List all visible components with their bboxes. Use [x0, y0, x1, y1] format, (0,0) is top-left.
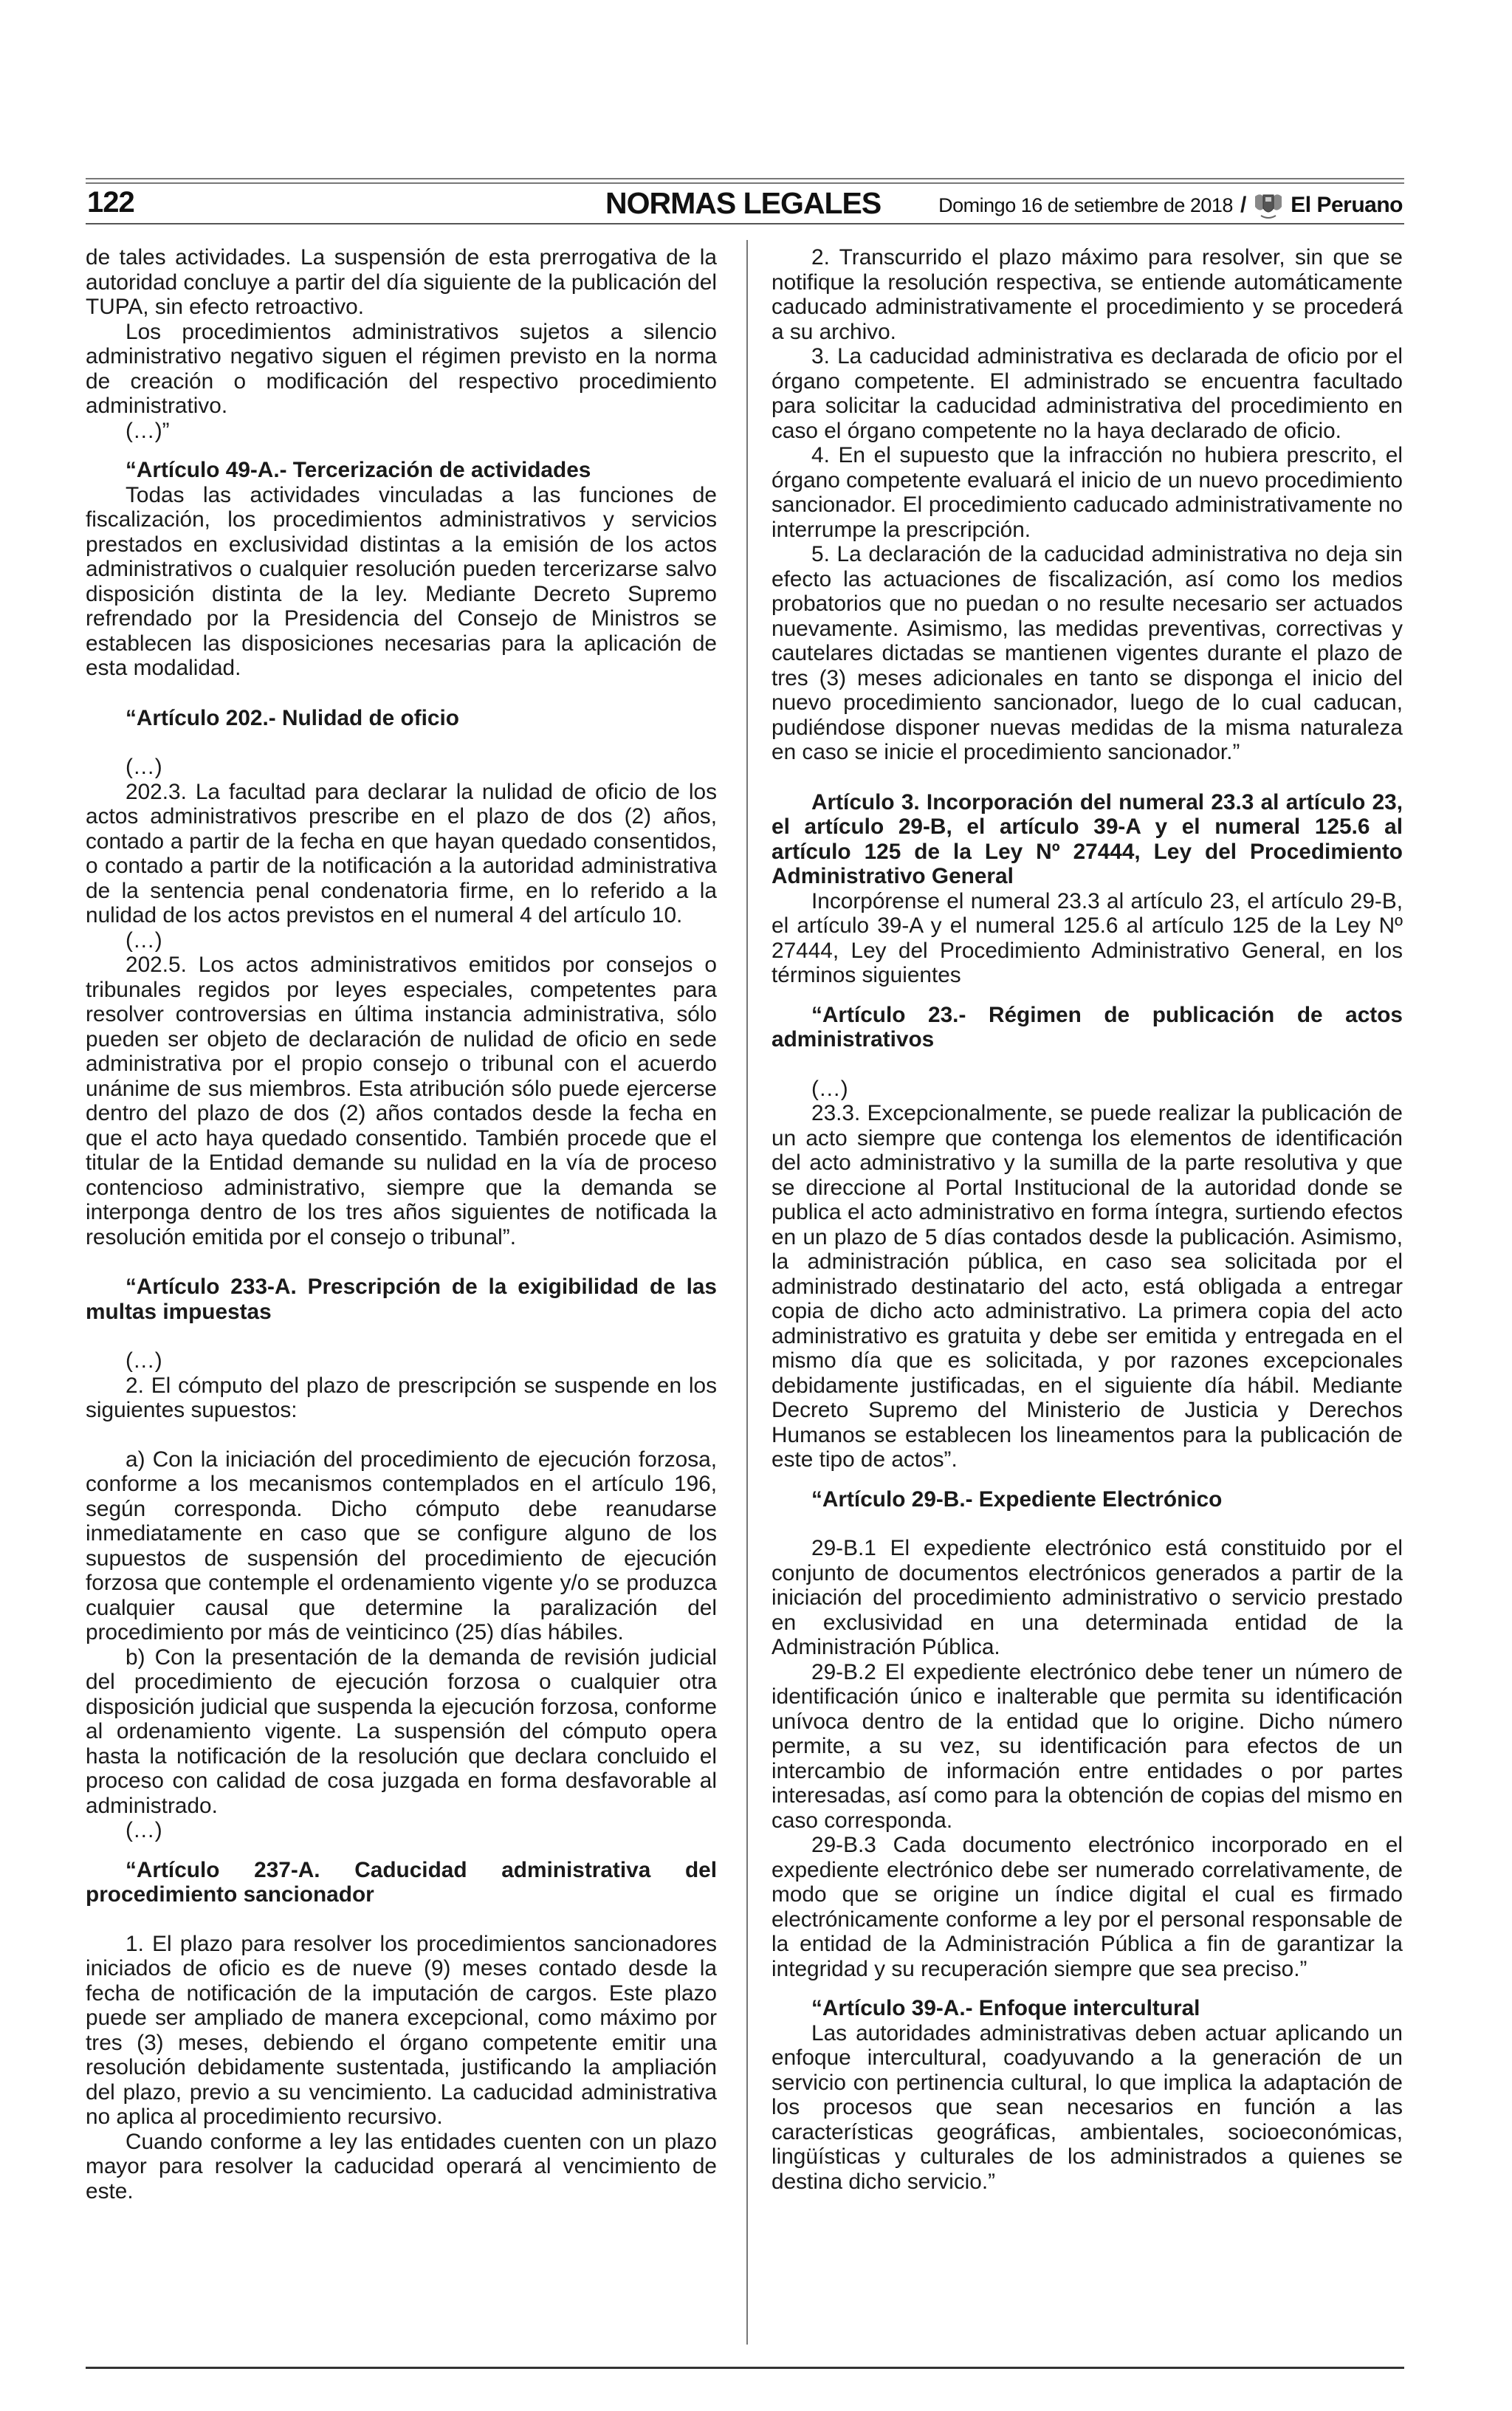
article-heading: “Artículo 49-A.- Tercerización de actividades: [126, 458, 591, 482]
article-heading: “Artículo 29-B.- Expediente Electrónico: [811, 1486, 1223, 1512]
paragraph: (…): [126, 1348, 162, 1373]
paragraph: (…): [126, 755, 162, 779]
header-separator: /: [1240, 193, 1247, 217]
article-heading: “Artículo 39-A.- Enfoque intercultural: [811, 1996, 1200, 2020]
header-rule-bottom: [86, 223, 1404, 224]
section-title: NORMAS LEGALES: [605, 186, 882, 220]
article-heading: “Artículo 233-A. Prescripción de la exigibilidad de las multas impuestas: [86, 1275, 717, 1324]
paragraph: Los procedimientos administrativos sujetos a silencio administrativo negativo siguen el régimen previsto en la norma de creación o modificación del respectivo procedimiento administrativo.: [86, 319, 717, 418]
paragraph: 5. La declaración de la caducidad administrativa no deja sin efecto las actuaciones de fiscalización, así como los medios probatorios que no puedan o no resulte necesario ser actuados nuevamente. Asimismo, las medidas preventivas, correctivas y cautelares dictadas se mantienen vigentes durante el plazo de tres (3) meses adicionales en tanto se disponga el inicio del nuevo procedimiento sancionador, luego de lo cual caducan, pudiéndose disponer nuevas medidas de la misma naturaleza en caso se inicie el procedimiento sancionador.”: [772, 542, 1403, 764]
article-heading: “Artículo 202.- Nulidad de oficio: [126, 705, 459, 730]
paragraph: 2. Transcurrido el plazo máximo para resolver, sin que se notifique la resolución respectiva, se entiende automáticamente caducado administrativamente el procedimiento y se procederá a su archivo.: [772, 245, 1403, 344]
paragraph: de tales actividades. La suspensión de esta prerrogativa de la autoridad concluye a partir del día siguiente de la publicación del TUPA, sin efecto retroactivo.: [86, 245, 717, 319]
article-heading: “Artículo 23.- Régimen de publicación de actos administrativos: [772, 1002, 1403, 1052]
paragraph: (…): [811, 1076, 848, 1101]
header-rule-top: [86, 178, 1404, 179]
paragraph: (…): [126, 1818, 162, 1842]
header-dateline: [938, 191, 1403, 220]
right-column: [772, 245, 1403, 2357]
paragraph: 3. La caducidad administrativa es declarada de oficio por el órgano competente. El administrado se encuentra facultado para solicitar la caducidad administrativa del procedimiento en caso el órgano competente no la haya declarado de oficio.: [772, 344, 1403, 443]
footer-rule: [86, 2367, 1404, 2369]
paragraph: 202.5. Los actos administrativos emitidos por consejos o tribunales regidos por leyes especiales, competentes para resolver controversias en última instancia administrativa, sólo pueden ser objeto de declaración de nulidad de oficio en sede administrativa por el propio consejo o tribunal con el acuerdo unánime de sus miembros. Esta atribución sólo puede ejercerse dentro del plazo de dos (2) años contados desde la fecha en que el acto haya quedado consentido. También procede que el titular de la Entidad demande su nulidad en la vía de proceso contencioso administrativo, siempre que la demanda se interponga dentro de los tres años siguientes de notificada la resolución emitida por el consejo o tribunal”.: [86, 953, 717, 1249]
paragraph: Cuando conforme a ley las entidades cuenten con un plazo mayor para resolver la caducidad operará al vencimiento de este.: [86, 2129, 717, 2203]
newspaper-name: El Peruano: [1291, 193, 1403, 217]
paragraph: b) Con la presentación de la demanda de revisión judicial del procedimiento de ejecución forzosa o cualquier otra disposición judicial que suspenda la ejecución forzosa, conforme al ordenamiento vigente. La suspensión del cómputo opera hasta la notificación de la resolución que declara concluido el proceso con calidad de cosa juzgada en forma desfavorable al administrado.: [86, 1645, 717, 1818]
paragraph: Todas las actividades vinculadas a las funciones de fiscalización, los procedimientos administrativos y servicios prestados en exclusividad distintas a la emisión de los actos administrativos o cualquier resolución pueden tercerizarse salvo disposición distinta de la ley. Mediante Decreto Supremo refrendado por la Presidencia del Consejo de Ministros se establecen las disposiciones necesarias para la aplicación de esta modalidad.: [86, 482, 717, 680]
paragraph: Las autoridades administrativas deben actuar aplicando un enfoque intercultural, coadyuvando a la generación de un servicio con pertinencia cultural, lo que implica la adaptación de los procesos que sean necesarios en función a las características geográficas, ambientales, socioeconómicas, lingüísticas y culturales de los administrados a quienes se destina dicho servicio.”: [772, 2020, 1403, 2194]
paragraph: Incorpórense el numeral 23.3 al artículo 23, el artículo 29-B, el artículo 39-A y el numeral 125.6 al artículo 125 de la Ley Nº 27444, Ley del Procedimiento Administrativo General, en los términos siguientes: [772, 888, 1403, 987]
header-rule-top-inner: [86, 182, 1404, 184]
paragraph: (…)”: [126, 418, 170, 443]
paragraph: 4. En el supuesto que la infracción no hubiera prescrito, el órgano competente evaluará el inicio de un nuevo procedimiento sancionador. El procedimiento caducado administrativamente no interrumpe la prescripción.: [772, 443, 1403, 542]
paragraph: 2. El cómputo del plazo de prescripción se suspende en los siguientes supuestos:: [86, 1373, 717, 1422]
column-divider: [746, 240, 748, 2345]
paragraph: 23.3. Excepcionalmente, se puede realizar la publicación de un acto siempre que contenga los elementos de identificación del acto administrativo y la sumilla de la parte resolutiva y que se direccione al Portal Institucional de la autoridad donde se publica el acto administrativo en forma íntegra, surtiendo efectos en un plazo de 5 días contados desde la publicación. Asimismo, la administración pública, en caso sea solicitada por el administrado destinatario del acto, está obligada a entregar copia de dicho acto administrativo. La primera copia del acto administrativo es gratuita y debe ser emitida y entregada en el mismo día que es solicitada, y por razones excepcionales debidamente justificadas, en el siguiente día hábil. Mediante Decreto Supremo del Ministerio de Justicia y Derechos Humanos se establecen los lineamentos para la publicación de este tipo de actos”.: [772, 1101, 1403, 1472]
paragraph: 29-B.2 El expediente electrónico debe tener un número de identificación único e inalterable que permita su identificación unívoca dentro de la entidad que lo origine. Dicho número permite, a su vez, su identificación para efectos de un intercambio de información entre entidades o por partes interesadas, así como para la obtención de copias del mismo en caso corresponda.: [772, 1659, 1403, 1833]
page-number: 122: [87, 186, 134, 219]
paragraph: 1. El plazo para resolver los procedimientos sancionadores iniciados de oficio es de nueve (9) meses contado desde la fecha de notificación de la imputación de cargos. Este plazo puede ser ampliado de manera excepcional, como máximo por tres (3) meses, debiendo el órgano competente emitir una resolución debidamente sustentada, justificando la ampliación del plazo, previo a su vencimiento. La caducidad administrativa no aplica al procedimiento recursivo.: [86, 1931, 717, 2129]
article-heading: Artículo 3. Incorporación del numeral 23.3 al artículo 23, el artículo 29-B, el artículo 39-A y el numeral 125.6 al artículo 125 de la Ley Nº 27444, Ley del Procedimiento Administrativo General: [772, 789, 1403, 888]
publication-date: Domingo 16 de setiembre de 2018: [938, 193, 1233, 216]
article-heading: “Artículo 237-A. Caducidad administrativa del procedimiento sancionador: [86, 1857, 717, 1907]
paragraph: 202.3. La facultad para declarar la nulidad de oficio de los actos administrativos prescribe en el plazo de dos (2) años, contado a partir de la fecha en que hayan quedado consentidos, o contado a partir de la notificación a la autoridad administrativa de la sentencia penal condenatoria firme, en lo referido a la nulidad de los actos previstos en el numeral 4 del artículo 10.: [86, 779, 717, 927]
coat-of-arms-icon: [1251, 191, 1286, 220]
paragraph: 29-B.3 Cada documento electrónico incorporado en el expediente electrónico debe ser numerado correlativamente, de modo que se origine un índice digital el cual es firmado electrónicamente conforme a ley por el personal responsable de la entidad de la Administración Pública a fin de garantizar la integridad y su recuperación siempre que sea preciso.”: [772, 1833, 1403, 1981]
paragraph: (…): [126, 927, 162, 953]
left-column: [86, 245, 717, 2357]
paragraph: a) Con la iniciación del procedimiento de ejecución forzosa, conforme a los mecanismos contemplados en el artículo 196, según corresponda. Dicho cómputo debe reanudarse inmediatamente en caso que se configure alguno de los supuestos de suspensión del procedimiento de ejecución forzosa que contemple el ordenamiento vigente y/o se produzca cualquier causal que determine la paralización del procedimiento por más de veinticinco (25) días hábiles.: [86, 1447, 717, 1645]
paragraph: 29-B.1 El expediente electrónico está constituido por el conjunto de documentos electrónicos generados a partir de la iniciación del procedimiento administrativo o servicio prestado en exclusividad en una determinada entidad de la Administración Pública.: [772, 1536, 1403, 1659]
